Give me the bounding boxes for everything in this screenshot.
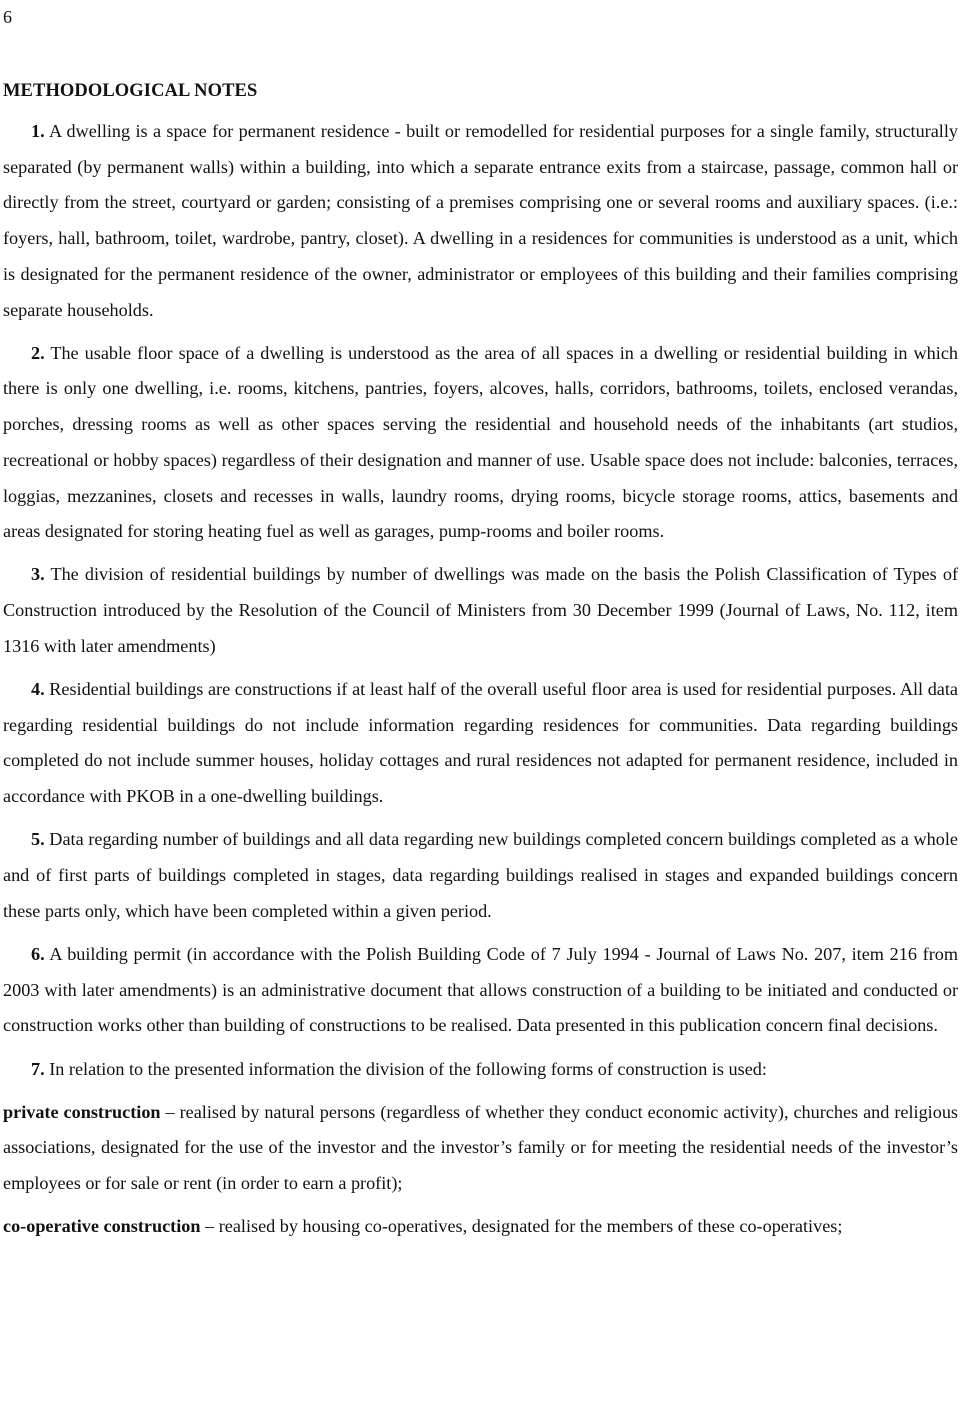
note-paragraph-7 bbox=[3, 1052, 958, 1088]
definition-term: co-operative construction bbox=[3, 1216, 201, 1237]
definition-text: – realised by housing co-operatives, designated for the members of these co-operatives; bbox=[200, 1216, 843, 1237]
note-paragraph-3 bbox=[3, 557, 958, 664]
page-number: 6 bbox=[3, 7, 12, 27]
note-text: Residential buildings are constructions if at least half of the overall useful floor area is used for residential purposes. All data regarding residential buildings do not include information regarding residences for communities. Data regarding buildings completed do not include summer houses, holiday cottages and rural residences not adapted for permanent residence, included in accordance with PKOB in a one-dwelling buildings. bbox=[3, 679, 958, 807]
note-number: 1. bbox=[31, 121, 45, 141]
note-paragraph-4 bbox=[3, 672, 958, 815]
note-text: A dwelling is a space for permanent residence - built or remodelled for residential purposes for a single family, structurally separated (by permanent walls) within a building, into which a separate entrance exits from a staircase, passage, common hall or directly from the street, courtyard or garden; consisting of a premises comprising one or several rooms and auxiliary spaces. (i.e.: foyers, hall, bathroom, toilet, wardrobe, pantry, closet). A dwelling in a residences for communities is understood as a unit, which is designated for the permanent residence of the owner, administrator or employees of this building and their families comprising separate households. bbox=[3, 121, 958, 320]
notes-body bbox=[3, 114, 958, 1245]
note-paragraph-1 bbox=[3, 114, 958, 328]
note-text: A building permit (in accordance with the Polish Building Code of 7 July 1994 - Journal of Laws No. 207, item 216 from 2003 with later amendments) is an administrative document that allows construction of a building to be initiated and conducted or construction works other than building of constructions to be realised. Data presented in this publication concern final decisions. bbox=[3, 943, 958, 1036]
note-paragraph-2 bbox=[3, 336, 958, 550]
definition-co-operative-construction bbox=[3, 1209, 958, 1245]
note-number: 2. bbox=[31, 342, 45, 363]
note-paragraph-6 bbox=[3, 937, 958, 1044]
note-paragraph-5 bbox=[3, 822, 958, 929]
definition-private-construction bbox=[3, 1095, 958, 1202]
note-number: 5. bbox=[31, 829, 45, 850]
note-number: 7. bbox=[31, 1058, 45, 1079]
note-text: In relation to the presented information the division of the following forms of construction is used: bbox=[44, 1058, 767, 1079]
note-number: 6. bbox=[31, 943, 45, 964]
note-text: The usable floor space of a dwelling is understood as the area of all spaces in a dwelling or residential building in which there is only one dwelling, i.e. rooms, kitchens, pantries, foyers, alcoves, halls, corridors, bathrooms, toilets, enclosed verandas, porches, dressing rooms as well as other spaces serving the residential and household needs of the inhabitants (art studios, recreational or hobby spaces) regardless of their designation and manner of use. Usable space does not include: balconies, terraces, loggias, mezzanines, closets and recesses in walls, laundry rooms, drying rooms, bicycle storage rooms, attics, basements and areas designated for storing heating fuel as well as garages, pump-rooms and boiler rooms. bbox=[3, 342, 958, 542]
note-number: 4. bbox=[31, 679, 45, 700]
note-text: The division of residential buildings by number of dwellings was made on the basis the Polish Classification of Types of Construction introduced by the Resolution of the Council of Ministers from 30 December 1999 (Journal of Laws, No. 112, item 1316 with later amendments) bbox=[3, 564, 958, 656]
definition-text: – realised by natural persons (regardless of whether they conduct economic activity), churches and religious associations, designated for the use of the investor and the investor’s family or for meeting the residential needs of the investor’s employees or for sale or rent (in order to earn a profit); bbox=[3, 1101, 958, 1194]
definition-term: private construction bbox=[3, 1101, 161, 1122]
note-text: Data regarding number of buildings and all data regarding new buildings completed concern buildings completed as a whole and of first parts of buildings completed in stages, data regarding buildings realised in stages and expanded buildings concern these parts only, which have been completed within a given period. bbox=[3, 829, 958, 921]
note-number: 3. bbox=[31, 564, 45, 585]
section-title: METHODOLOGICAL NOTES bbox=[3, 81, 258, 101]
